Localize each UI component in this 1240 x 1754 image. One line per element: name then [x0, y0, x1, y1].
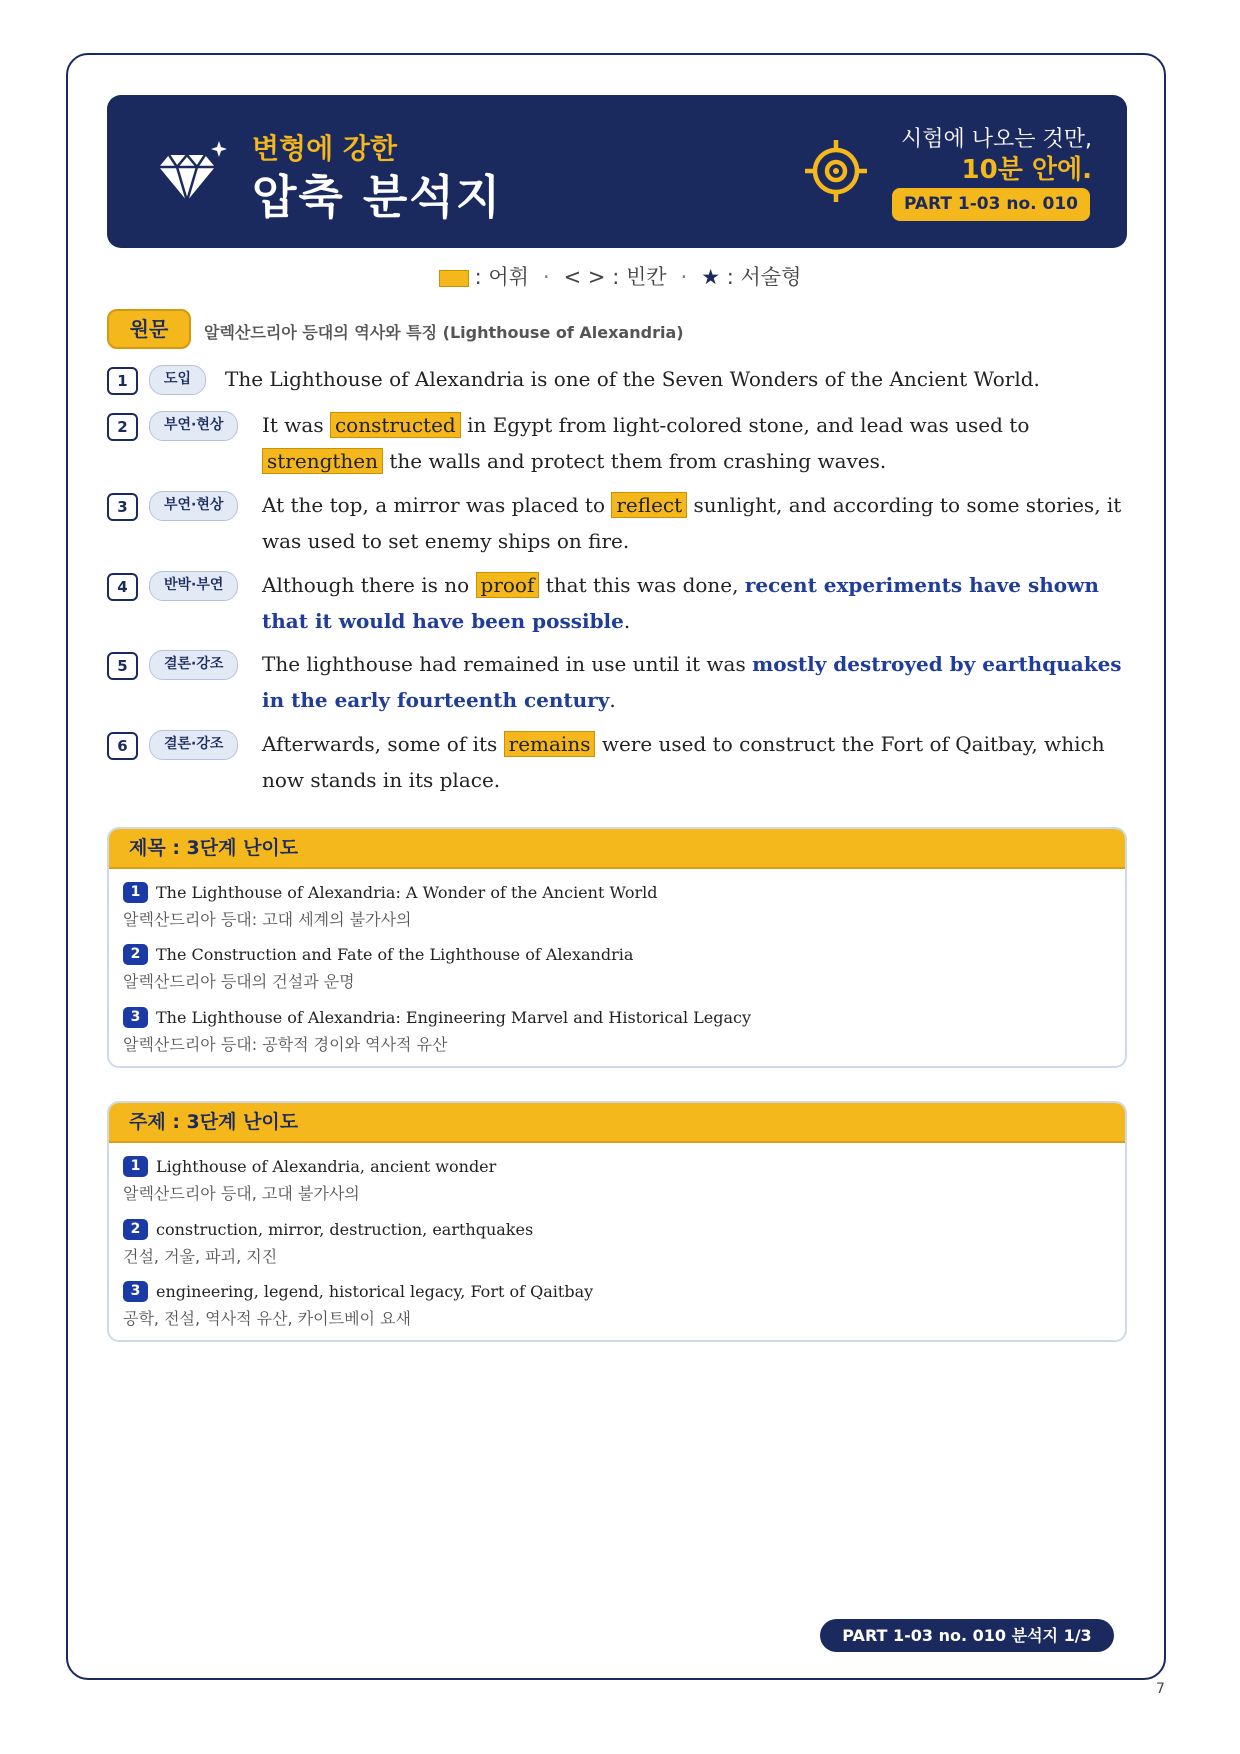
tagline-line1: 시험에 나오는 것만,	[901, 127, 1092, 152]
vocab-highlight: constructed	[330, 412, 461, 438]
page-number: 7	[1156, 1681, 1165, 1697]
sentence-tag: 부연·현상	[149, 491, 238, 521]
sentence-number: 4	[107, 573, 138, 601]
option-english: Lighthouse of Alexandria, ancient wonder	[156, 1157, 497, 1176]
part-badge: PART 1-03 no. 010	[892, 188, 1090, 221]
option-korean: 알렉산드리아 등대의 건설과 운명	[123, 972, 355, 991]
legend	[0, 261, 1240, 291]
sentence-tag: 결론·강조	[149, 650, 238, 680]
topic-box	[107, 1101, 1127, 1342]
topic-option	[123, 1156, 496, 1204]
option-english: The Lighthouse of Alexandria: Engineering Marvel and Historical Legacy	[156, 1008, 752, 1027]
vocab-highlight: reflect	[611, 492, 687, 518]
option-number: 1	[123, 1156, 148, 1177]
legend-blank-symbol: < >	[563, 265, 606, 289]
option-english: construction, mirror, destruction, earthquakes	[156, 1220, 534, 1239]
title-option	[123, 944, 633, 992]
option-korean: 알렉산드리아 등대, 고대 불가사의	[123, 1184, 360, 1203]
tagline-line2: 10분 안에.	[961, 155, 1092, 185]
option-number: 2	[123, 1219, 148, 1240]
essay-emphasis: mostly destroyed by earthquakes in the early fourteenth century	[262, 652, 1122, 712]
option-korean: 알렉산드리아 등대: 고대 세계의 불가사의	[123, 910, 412, 929]
sentence-tag: 결론·강조	[149, 730, 238, 760]
vocab-swatch	[439, 270, 469, 287]
sentence-number: 2	[107, 413, 138, 441]
sentence-text: At the top, a mirror was placed to reflect sunlight, and according to some stories, it was used to set enemy ships on fire.	[262, 493, 1122, 553]
star-icon: ★	[701, 265, 721, 289]
legend-separator: ·	[680, 265, 688, 289]
diamond-icon	[157, 137, 227, 207]
sentence-tag: 반박·부연	[149, 571, 238, 601]
page-title: 압축 분석지	[252, 170, 503, 224]
title-box	[107, 827, 1127, 1068]
sentence-text: The lighthouse had remained in use until it was mostly destroyed by earthquakes in the early fourteenth century.	[262, 652, 1122, 712]
option-english: The Lighthouse of Alexandria: A Wonder of the Ancient World	[156, 883, 658, 902]
essay-emphasis: recent experiments have shown that it would have been possible	[262, 573, 1099, 633]
source-label: 원문	[107, 309, 191, 349]
option-number: 3	[123, 1281, 148, 1302]
legend-separator: ·	[542, 265, 550, 289]
option-number: 1	[123, 882, 148, 903]
sentence-tag: 도입	[149, 365, 206, 395]
vocab-highlight: proof	[476, 572, 540, 598]
sentence-number: 1	[107, 367, 138, 395]
source-title: 알렉산드리아 등대의 역사와 특징 (Lighthouse of Alexandria)	[204, 323, 684, 342]
footer-badge: PART 1-03 no. 010 분석지 1/3	[820, 1619, 1114, 1652]
title-option	[123, 1007, 751, 1055]
option-number: 3	[123, 1007, 148, 1028]
sentence-tag: 부연·현상	[149, 411, 238, 441]
sentence-text: The Lighthouse of Alexandria is one of the Seven Wonders of the Ancient World.	[225, 367, 1040, 391]
sentence-text: Afterwards, some of its remains were used to construct the Fort of Qaitbay, which now stands in its place.	[262, 732, 1105, 792]
sentence-number: 3	[107, 493, 138, 521]
option-english: engineering, legend, historical legacy, Fort of Qaitbay	[156, 1282, 594, 1301]
option-korean: 건설, 거울, 파괴, 지진	[123, 1247, 278, 1266]
title-option	[123, 882, 657, 930]
sentence-text: It was constructed in Egypt from light-colored stone, and lead was used to strengthen the walls and protect them from crashing waves.	[262, 413, 1030, 473]
target-icon	[803, 138, 869, 204]
title-line1: 변형에 강한	[252, 132, 397, 165]
title-box-heading: 제목 : 3단계 난이도	[109, 829, 1125, 869]
option-korean: 알렉산드리아 등대: 공학적 경이와 역사적 유산	[123, 1035, 448, 1054]
option-korean: 공학, 전설, 역사적 유산, 카이트베이 요새	[123, 1309, 411, 1328]
option-english: The Construction and Fate of the Lighthouse of Alexandria	[156, 945, 634, 964]
legend-essay: : 서술형	[726, 265, 802, 289]
vocab-highlight: strengthen	[262, 448, 383, 474]
topic-option	[123, 1281, 593, 1329]
sentence-text: Although there is no proof that this was done, recent experiments have shown that it would have been possible.	[262, 573, 1099, 633]
sentence-number: 6	[107, 732, 138, 760]
vocab-highlight: remains	[504, 731, 596, 757]
topic-option	[123, 1219, 533, 1267]
legend-blank: : 빈칸	[612, 265, 667, 289]
sentence-number: 5	[107, 652, 138, 680]
header-banner	[107, 95, 1127, 248]
option-number: 2	[123, 944, 148, 965]
topic-box-heading: 주제 : 3단계 난이도	[109, 1103, 1125, 1143]
legend-vocab: : 어휘	[474, 265, 529, 289]
